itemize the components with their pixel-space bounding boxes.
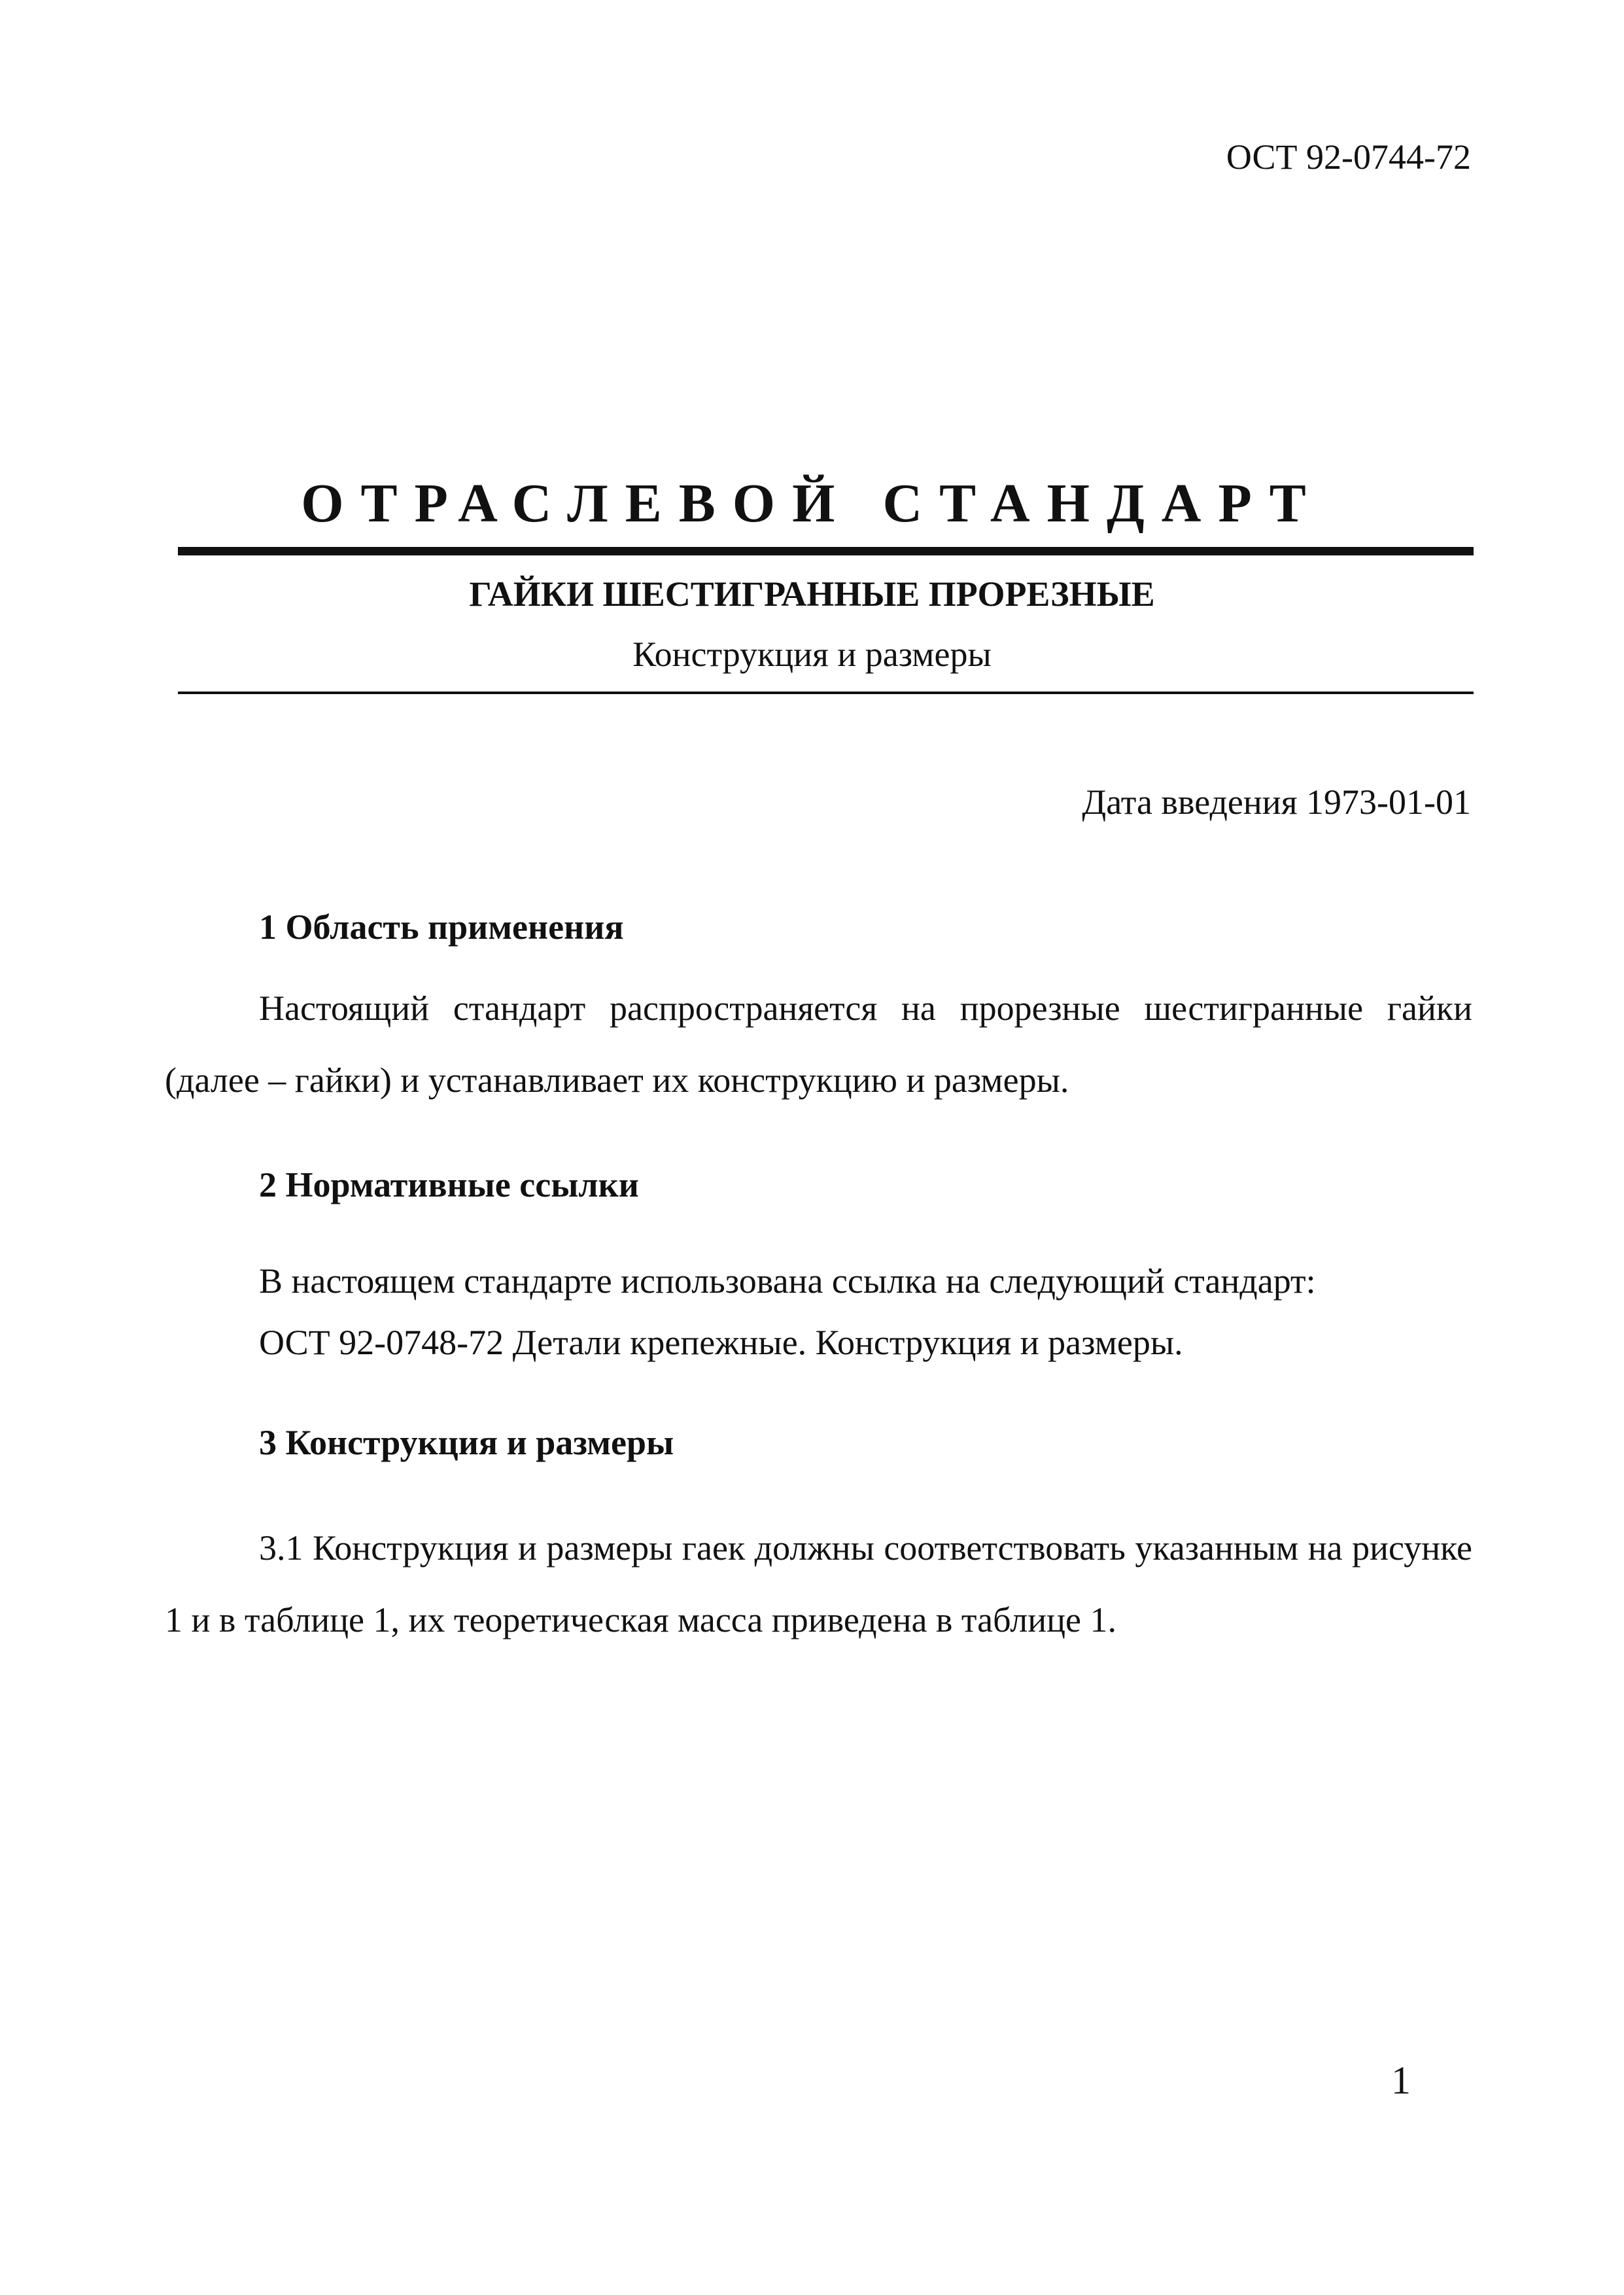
section-1-heading: 1 Область применения <box>259 907 624 947</box>
section-2-heading: 2 Нормативные ссылки <box>259 1165 639 1204</box>
page-number: 1 <box>1391 2059 1411 2102</box>
document-subtitle: Конструкция и размеры <box>632 635 992 674</box>
section-2-line-2: ОСТ 92-0748-72 Детали крепежные. Конструкция и размеры. <box>259 1323 1183 1362</box>
title-divider-thin <box>178 692 1474 694</box>
title-divider-thick <box>178 547 1474 555</box>
section-1-paragraph: Настоящий стандарт распространяется на прорезные шестигранные гайки (далее – гайки) и устанавливает их конструкцию и размеры. <box>165 989 1472 1100</box>
section-3-paragraph: 3.1 Конструкция и размеры гаек должны соответствовать указанным на рисунке 1 и в таблице 1, их теоретическая масса приведена в таблице 1. <box>165 1528 1472 1639</box>
section-2-line-1: В настоящем стандарте использована ссылка на следующий стандарт: <box>259 1261 1316 1301</box>
document-code: ОСТ 92-0744-72 <box>1226 137 1471 177</box>
standard-category-title: ОТРАСЛЕВОЙ СТАНДАРТ <box>301 473 1323 534</box>
document-title: ГАЙКИ ШЕСТИГРАННЫЕ ПРОРЕЗНЫЕ <box>469 574 1155 614</box>
introduction-date: Дата введения 1973-01-01 <box>1082 782 1471 822</box>
section-3-heading: 3 Конструкция и размеры <box>259 1423 674 1462</box>
